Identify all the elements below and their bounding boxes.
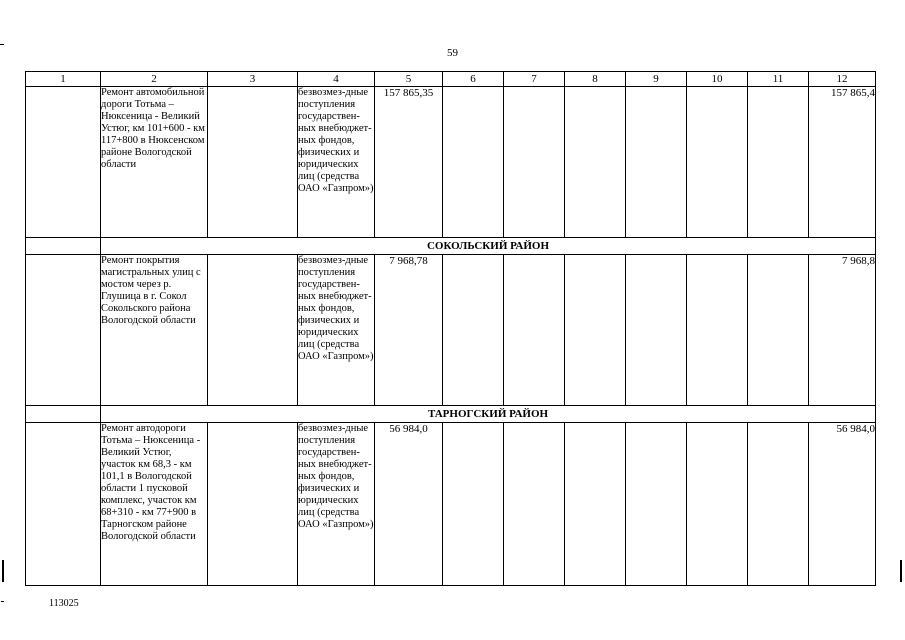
empty-cell [443,87,504,238]
empty-cell [504,423,565,586]
object-name-cell: Ремонт покрытия магистральных улиц с мостом через р. Глушица в г. Сокол Сокольского района Вологодской области [101,255,208,406]
empty-cell [504,87,565,238]
amount-cell: 7 968,78 [375,255,443,406]
margin-tick-top [0,44,4,45]
empty-cell [626,423,687,586]
region-heading: ТАРНОГСКИЙ РАЙОН [101,406,876,423]
page-number: 59 [447,47,458,59]
budget-table [25,71,876,586]
empty-cell [504,255,565,406]
empty-cell [26,238,101,255]
document-code: 113025 [49,598,79,609]
empty-cell [748,87,809,238]
column-number: 4 [298,72,375,87]
object-name-cell: Ремонт автодороги Тотьма – Нюксеница - Великий Устюг, участок км 68,3 - км 101,1 в Вологодской области 1 пусковой комплекс, участок км 68+310 - км 77+900 в Тарногском районе Вологодской области [101,423,208,586]
empty-cell [687,87,748,238]
column-number: 8 [565,72,626,87]
total-cell: 56 984,0 [809,423,876,586]
total-cell: 7 968,8 [809,255,876,406]
empty-cell [443,255,504,406]
column-number-row [26,72,876,87]
region-row [26,238,876,255]
empty-cell [208,87,298,238]
empty-cell [687,423,748,586]
margin-bar-left [2,560,4,582]
column-number: 9 [626,72,687,87]
column-number: 11 [748,72,809,87]
object-name-cell: Ремонт автомобильной дороги Тотьма – Нюксеница - Великий Устюг, км 101+600 - км 117+800 в Нюксенском районе Вологодской области [101,87,208,238]
empty-cell [565,255,626,406]
empty-cell [626,87,687,238]
total-cell: 157 865,4 [809,87,876,238]
empty-cell [208,423,298,586]
funding-source-cell: безвозмез-дные поступления государствен-ных внебюджет-ных фондов, физических и юридических лиц (средства ОАО «Газпром») [298,87,375,238]
column-number: 3 [208,72,298,87]
column-number: 1 [26,72,101,87]
amount-cell: 157 865,35 [375,87,443,238]
margin-bar-right [900,560,902,582]
region-heading: СОКОЛЬСКИЙ РАЙОН [101,238,876,255]
funding-source-cell: безвозмез-дные поступления государствен-ных внебюджет-ных фондов, физических и юридических лиц (средства ОАО «Газпром») [298,255,375,406]
empty-cell [748,255,809,406]
column-number: 12 [809,72,876,87]
funding-source-cell: безвозмез-дные поступления государствен-ных внебюджет-ных фондов, физических и юридических лиц (средства ОАО «Газпром») [298,423,375,586]
row-number-cell [26,87,101,238]
table-row [26,423,876,586]
table-row [26,255,876,406]
column-number: 10 [687,72,748,87]
empty-cell [26,406,101,423]
empty-cell [626,255,687,406]
empty-cell [208,255,298,406]
empty-cell [565,87,626,238]
column-number: 5 [375,72,443,87]
empty-cell [748,423,809,586]
margin-dot-bottom [1,601,4,602]
empty-cell [687,255,748,406]
region-row [26,406,876,423]
row-number-cell [26,255,101,406]
column-number: 7 [504,72,565,87]
column-number: 2 [101,72,208,87]
table-row [26,87,876,238]
empty-cell [565,423,626,586]
column-number: 6 [443,72,504,87]
row-number-cell [26,423,101,586]
amount-cell: 56 984,0 [375,423,443,586]
empty-cell [443,423,504,586]
